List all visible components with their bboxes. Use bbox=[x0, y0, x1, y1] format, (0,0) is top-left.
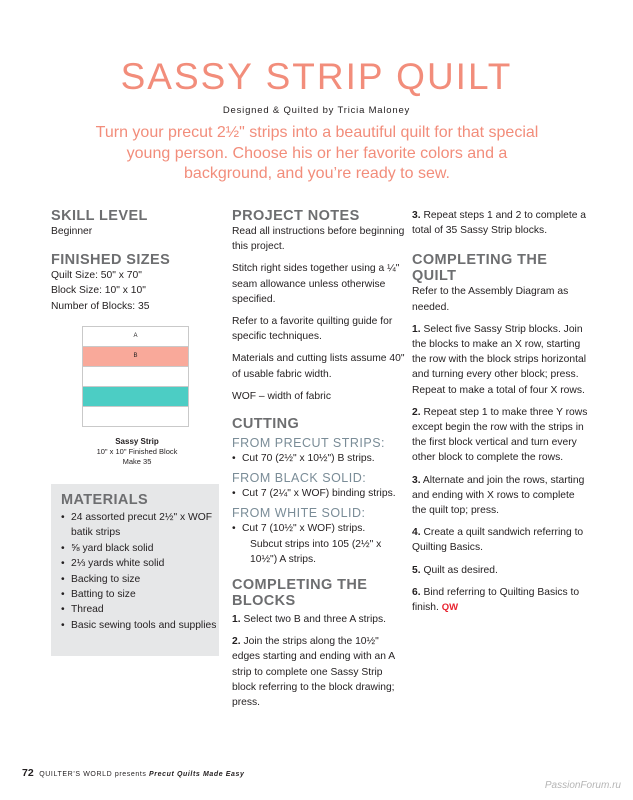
note-paragraph: Read all instructions before beginning this project. bbox=[232, 226, 405, 253]
diagram-strip bbox=[83, 407, 188, 426]
step bbox=[412, 208, 588, 238]
size-line: Number of Blocks: 35 bbox=[51, 300, 150, 312]
diagram-strip: A bbox=[83, 327, 188, 347]
step bbox=[412, 322, 588, 398]
step bbox=[412, 585, 588, 615]
list-item: • 2⅓ yards white solid bbox=[61, 556, 219, 571]
column-right bbox=[412, 208, 588, 622]
note-paragraph: Materials and cutting lists assume 40" of usable fabric width. bbox=[232, 353, 405, 380]
step-number: 2. bbox=[232, 636, 241, 648]
list-item: • ⅝ yard black solid bbox=[61, 541, 219, 556]
page-title: SASSY STRIP QUILT bbox=[120, 56, 513, 97]
step-number: 5. bbox=[412, 564, 421, 576]
list-item: • Cut 7 (10½" x WOF) strips. bbox=[232, 521, 407, 536]
step-number: 3. bbox=[412, 210, 421, 221]
qw-end-mark: QW bbox=[441, 602, 459, 614]
watermark: PassionForum.ru bbox=[544, 780, 621, 791]
materials-box bbox=[51, 484, 219, 656]
caption-line: Make 35 bbox=[122, 456, 152, 466]
page-number: 72 bbox=[22, 767, 34, 779]
step-number: 4. bbox=[412, 527, 421, 539]
cutting-list bbox=[232, 521, 407, 536]
size-line: Block Size: 10" x 10" bbox=[51, 285, 146, 297]
step-number: 1. bbox=[232, 614, 241, 626]
cutting-subheading: FROM WHITE SOLID: bbox=[232, 506, 366, 521]
completing-blocks-heading: COMPLETING THE BLOCKS bbox=[232, 577, 368, 610]
materials-list bbox=[61, 510, 219, 633]
cutting-subcut-note: Subcut strips into 105 (2½" x 10½") A strips. bbox=[250, 538, 382, 565]
list-item: • Basic sewing tools and supplies bbox=[61, 618, 219, 633]
skill-level-heading: SKILL LEVEL bbox=[51, 208, 148, 224]
caption-line: 10" x 10" Finished Block bbox=[96, 446, 178, 456]
step-number: 2. bbox=[412, 406, 421, 418]
step-text: Repeat steps 1 and 2 to complete a total of 35 Sassy Strip blocks. bbox=[412, 210, 587, 237]
step bbox=[232, 634, 407, 710]
note-paragraph: Refer to a favorite quilting guide for specific techniques. bbox=[232, 316, 393, 343]
step-text: Repeat step 1 to make three Y rows except begin the row with the strips in the first block vertical and turn every other block to complete the rows. bbox=[412, 406, 588, 464]
project-notes-heading: PROJECT NOTES bbox=[232, 208, 360, 224]
step-text: Join the strips along the 10½" edges starting and ending with an A strip to complete one Sassy Strip block referring to the block drawing; press. bbox=[232, 636, 395, 709]
skill-level-value: Beginner bbox=[51, 226, 93, 237]
step-number: 6. bbox=[412, 586, 421, 598]
step-text: Select five Sassy Strip blocks. Join the blocks to make an X row, starting the row with the block strips horizontal and turning every other block; press. Repeat to make a total of four X rows. bbox=[412, 323, 586, 396]
cutting-list bbox=[232, 451, 407, 466]
byline: Designed & Quilted by Tricia Maloney bbox=[222, 105, 411, 116]
step bbox=[232, 612, 407, 627]
note-paragraph: Stitch right sides together using a ¼" seam allowance unless otherwise specified. bbox=[232, 263, 400, 305]
list-item: • Cut 70 (2½" x 10½") B strips. bbox=[232, 451, 407, 466]
column-left bbox=[51, 208, 223, 467]
page-footer bbox=[22, 767, 245, 779]
materials-heading: MATERIALS bbox=[61, 492, 149, 508]
step-text: Quilt as desired. bbox=[423, 564, 498, 576]
diagram-caption bbox=[51, 437, 223, 467]
step bbox=[412, 473, 588, 519]
step bbox=[412, 405, 588, 466]
list-item: • Cut 7 (2¼" x WOF) binding strips. bbox=[232, 486, 407, 501]
list-item: • 24 assorted precut 2½" x WOF batik strips bbox=[61, 510, 219, 541]
column-middle bbox=[232, 208, 407, 717]
size-line: Quilt Size: 50" x 70" bbox=[51, 270, 142, 282]
step-number: 1. bbox=[412, 323, 421, 335]
intro-text: Turn your precut 2½" strips into a beautiful quilt for that special young person. Choose his or her favorite colors and a background, and you’re ready to sew. bbox=[95, 124, 539, 182]
cutting-subheading: FROM BLACK SOLID: bbox=[232, 471, 367, 486]
step bbox=[412, 525, 588, 555]
quilt-intro: Refer to the Assembly Diagram as needed. bbox=[412, 286, 569, 313]
book-title: Precut Quilts Made Easy bbox=[149, 771, 245, 778]
completing-quilt-heading: COMPLETING THE QUILT bbox=[412, 252, 548, 285]
step-text: Create a quilt sandwich referring to Quilting Basics. bbox=[412, 527, 584, 554]
list-item: • Backing to size bbox=[61, 572, 219, 587]
diagram-strip: B bbox=[83, 347, 188, 367]
diagram-strip bbox=[83, 367, 188, 387]
diagram-strip bbox=[83, 387, 188, 407]
cutting-heading: CUTTING bbox=[232, 416, 300, 433]
caption-title: Sassy Strip bbox=[115, 436, 159, 446]
step-text: Select two B and three A strips. bbox=[243, 614, 386, 626]
publisher: QUILTER’S WORLD presents bbox=[39, 771, 147, 778]
cutting-subheading: FROM PRECUT STRIPS: bbox=[232, 436, 386, 451]
note-paragraph: WOF – width of fabric bbox=[232, 390, 331, 402]
block-diagram bbox=[82, 326, 189, 427]
cutting-list bbox=[232, 486, 407, 501]
step-number: 3. bbox=[412, 474, 421, 486]
list-item: • Thread bbox=[61, 602, 219, 617]
step-text: Bind referring to Quilting Basics to finish. bbox=[412, 586, 580, 614]
finished-sizes-heading: FINISHED SIZES bbox=[51, 252, 171, 269]
step-text: Alternate and join the rows, starting and ending with X rows to complete the quilt top; press. bbox=[412, 474, 585, 517]
step bbox=[412, 563, 588, 578]
list-item: • Batting to size bbox=[61, 587, 219, 602]
